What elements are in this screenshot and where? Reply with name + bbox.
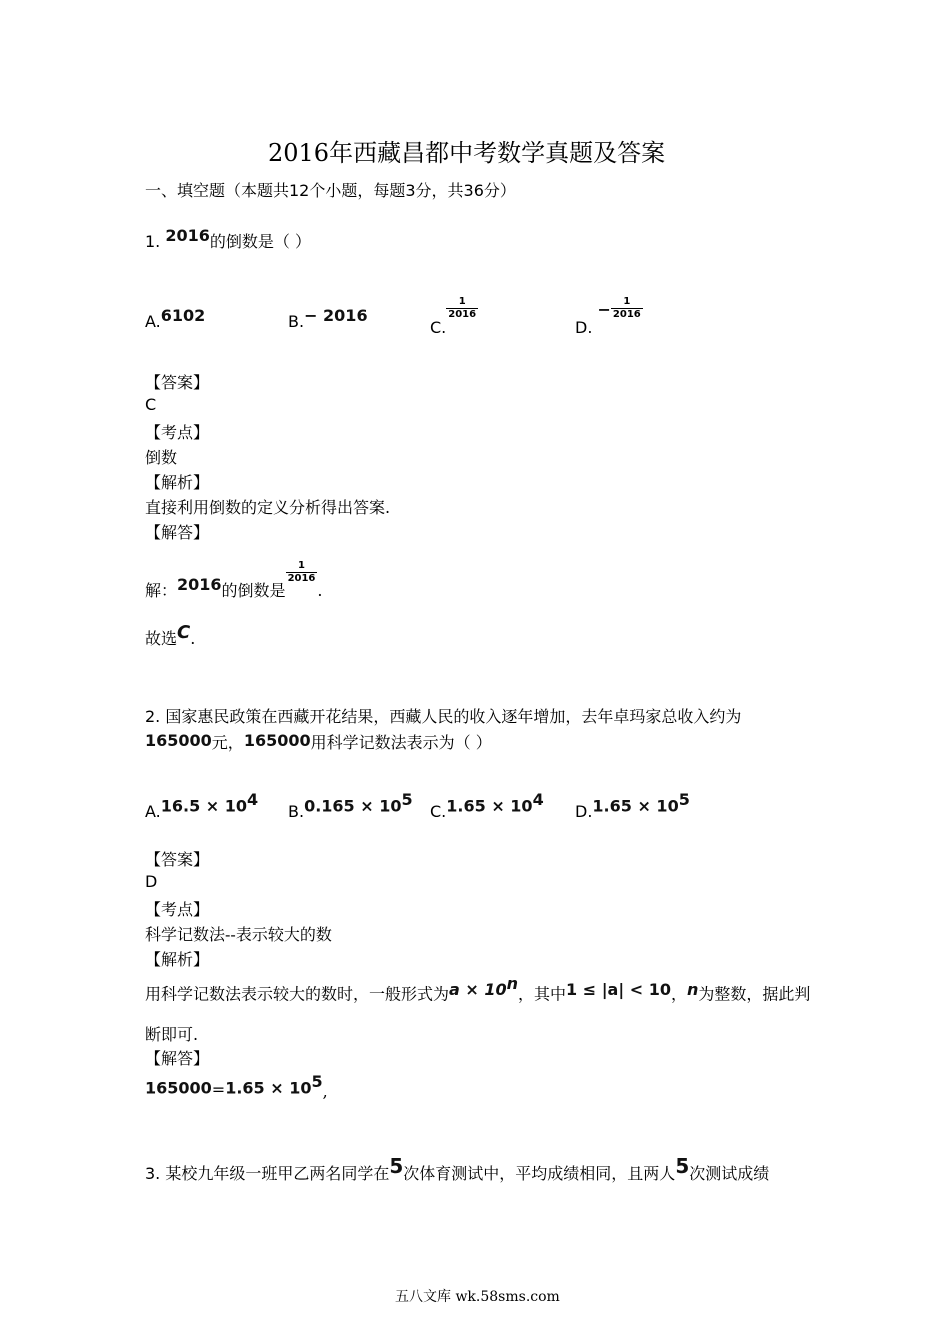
q3-stem <box>145 1154 770 1183</box>
q3-math-5: 5 <box>675 1154 690 1178</box>
fraction <box>286 560 318 585</box>
fraction <box>611 296 643 321</box>
q1-number: 1. <box>145 232 161 251</box>
period: . <box>190 629 196 648</box>
jiexi-text: 用科学记数法表示较大的数时，一般形式为 <box>145 984 450 1004</box>
comma: , <box>322 1082 328 1102</box>
q1-answer: C <box>145 395 157 414</box>
jiexi-math-form: a × 10 <box>449 980 507 1000</box>
option-math: 0.165 × 10 <box>304 796 402 816</box>
option-label: D. <box>575 802 593 822</box>
fraction-numerator: 1 <box>298 560 305 571</box>
q2-stem-line2 <box>145 730 492 753</box>
jiexi-math-n: n <box>687 980 699 1000</box>
jieda-exponent: 5 <box>311 1072 323 1091</box>
q2-answer-heading: 【答案】 <box>145 850 210 869</box>
option-label: C. <box>430 318 447 337</box>
q2-jiexi-line2: 断即可. <box>145 1025 199 1044</box>
q1-answer-heading: 【答案】 <box>145 373 210 392</box>
section-heading: 一、填空题（本题共12个小题，每题3分，共36分） <box>145 181 516 200</box>
fraction-numerator: 1 <box>623 296 631 307</box>
option-label: D. <box>575 318 593 337</box>
q2-stem-line1 <box>145 704 741 727</box>
jiexi-math-range: 1 ≤ |a| < 10 <box>566 980 672 1000</box>
q2-stem-text: 国家惠民政策在西藏开花结果，西藏人民的收入逐年增加，去年卓玛家总收入约为 <box>165 707 742 726</box>
q3-math-5: 5 <box>389 1154 404 1178</box>
option-math: 1.65 × 10 <box>592 796 679 816</box>
q2-jieda-heading: 【解答】 <box>145 1049 210 1068</box>
option-label: B. <box>288 802 305 822</box>
period: . <box>317 581 323 600</box>
option-label: A. <box>145 802 161 822</box>
q1-kaodian: 倒数 <box>145 448 178 467</box>
option-label: A. <box>145 312 161 331</box>
jieda-prefix: 解： <box>145 581 178 600</box>
jiexi-text: 为整数，据此判 <box>698 984 811 1004</box>
jiexi-text: ， <box>671 984 688 1004</box>
fraction-denominator: 2016 <box>612 309 641 320</box>
q2-jiexi-line1 <box>145 974 811 1004</box>
q3-text: 次体育测试中，平均成绩相同，且两人 <box>403 1164 676 1183</box>
q1-option-c <box>430 296 478 337</box>
q2-yuan: 元， <box>211 733 244 752</box>
jieda-math: 1.65 × 10 <box>225 1078 312 1098</box>
q2-stem-text: 用科学记数法表示为（ ） <box>310 733 492 752</box>
q2-math-165000: 165000 <box>145 731 212 750</box>
q3-number: 3. <box>145 1164 161 1183</box>
q2-answer: D <box>145 872 158 891</box>
option-math: 16.5 × 10 <box>160 796 248 816</box>
option-exponent: 5 <box>678 790 690 809</box>
q1-option-b <box>288 306 368 331</box>
q1-jieda-line <box>145 552 323 600</box>
option-math: 1.65 × 10 <box>446 796 533 816</box>
guxuan-text: 故选 <box>145 629 178 648</box>
option-math: − 2016 <box>304 306 368 325</box>
q1-option-a <box>145 306 206 331</box>
jieda-math: 165000 <box>145 1078 212 1098</box>
jieda-text: 的倒数是 <box>221 581 286 600</box>
guxuan-math: C <box>177 622 191 643</box>
option-exponent: 5 <box>401 790 413 809</box>
q2-jieda-line <box>145 1072 328 1102</box>
jiexi-math-exp: n <box>506 974 519 993</box>
fraction-denominator: 2016 <box>287 573 316 584</box>
q1-jieda-heading: 【解答】 <box>145 523 210 542</box>
q2-option-b <box>288 790 413 822</box>
option-label: B. <box>288 312 305 331</box>
q1-guxuan <box>145 622 196 648</box>
q1-stem <box>145 226 311 252</box>
fraction-denominator: 2016 <box>448 309 477 320</box>
q2-option-d <box>575 790 690 822</box>
option-label: C. <box>430 802 447 822</box>
equals-sign: = <box>211 1080 226 1100</box>
q3-text: 某校九年级一班甲乙两名同学在 <box>165 1164 390 1183</box>
q2-number: 2. <box>145 707 161 726</box>
fraction <box>446 296 478 321</box>
q2-option-a <box>145 790 259 822</box>
q1-stem-text: 的倒数是（ ） <box>209 232 311 251</box>
q1-jiexi-heading: 【解析】 <box>145 473 210 492</box>
q2-kaodian-heading: 【考点】 <box>145 900 210 919</box>
q2-math-165000: 165000 <box>243 731 311 750</box>
jieda-math: 2016 <box>177 575 222 594</box>
footer-watermark: 五八文库 wk.58sms.com <box>395 1289 560 1305</box>
q2-kaodian: 科学记数法--表示较大的数 <box>145 925 332 944</box>
q2-jiexi-heading: 【解析】 <box>145 950 210 969</box>
option-exponent: 4 <box>247 790 259 809</box>
fraction-numerator: 1 <box>458 296 466 307</box>
q1-jiexi: 直接利用倒数的定义分析得出答案. <box>145 498 391 517</box>
option-math: 6102 <box>160 306 206 325</box>
q1-option-d <box>575 296 643 337</box>
minus-sign: − <box>597 300 611 319</box>
q1-math-2016: 2016 <box>165 226 210 245</box>
q3-text: 次测试成绩 <box>689 1164 770 1183</box>
document-title: 2016年西藏昌都中考数学真题及答案 <box>268 139 666 167</box>
q2-option-c <box>430 790 544 822</box>
option-exponent: 4 <box>532 790 544 809</box>
q1-kaodian-heading: 【考点】 <box>145 423 210 442</box>
jiexi-text: ，其中 <box>518 984 567 1004</box>
